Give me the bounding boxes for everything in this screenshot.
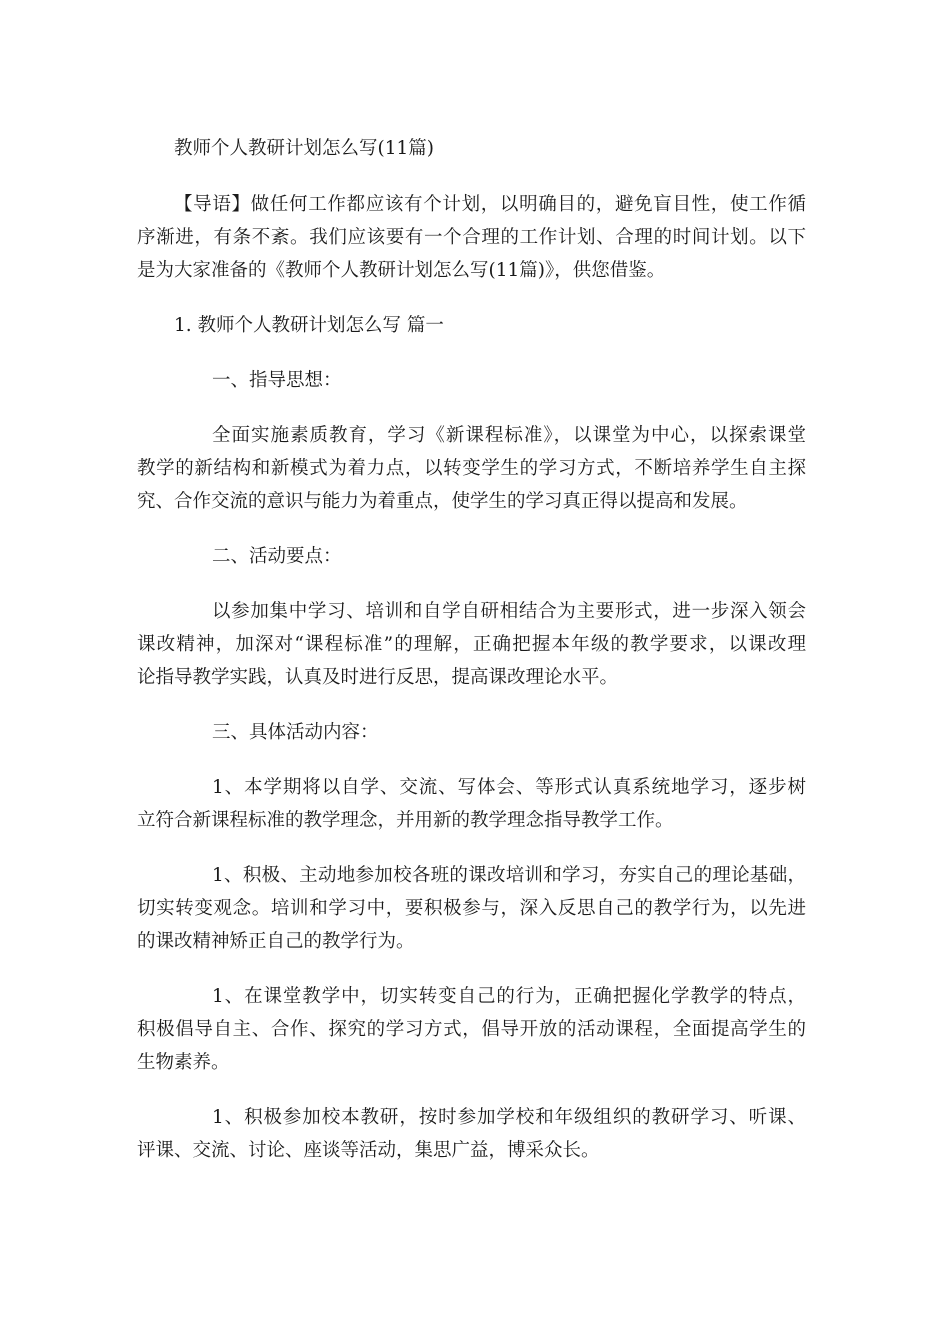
item-4-line-1: 1、积极参加校本教研，按时参加学校和年级组织的教研学习、听课、	[212, 1107, 806, 1128]
item-4-line-2: 评课、交流、讨论、座谈等活动，集思广益，博采众长。	[137, 1140, 600, 1161]
heading-guiding-thought: 一、指导思想：	[212, 370, 342, 391]
item-2-line-1: 1、积极、主动地参加校各班的课改培训和学习，夯实自己的理论基础，	[212, 865, 806, 886]
para-1-line-3: 究、合作交流的意识与能力为着重点，使学生的学习真正得以提高和发展。	[137, 491, 748, 512]
section-heading: 1. 教师个人教研计划怎么写 篇一	[174, 315, 444, 336]
intro-line-3: 是为大家准备的《教师个人教研计划怎么写(11篇)》，供您借鉴。	[137, 260, 666, 281]
item-1-line-2: 立符合新课程标准的教学理念，并用新的教学理念指导教学工作。	[137, 810, 674, 831]
item-3-line-3: 生物素养。	[137, 1052, 230, 1073]
item-1-line-1: 1、本学期将以自学、交流、写体会、等形式认真系统地学习，逐步树	[212, 777, 806, 798]
intro-line-1: 【导语】做任何工作都应该有个计划，以明确目的，避免盲目性，使工作循	[174, 194, 806, 215]
item-2-line-2: 切实转变观念。培训和学习中，要积极参与，深入反思自己的教学行为，以先进	[137, 898, 806, 919]
heading-activity-points: 二、活动要点：	[212, 546, 342, 567]
item-3-line-2: 积极倡导自主、合作、探究的学习方式，倡导开放的活动课程，全面提高学生的	[137, 1019, 806, 1040]
para-1-line-1: 全面实施素质教育，学习《新课程标准》，以课堂为中心，以探索课堂	[212, 425, 806, 446]
para-2-line-1: 以参加集中学习、培训和自学自研相结合为主要形式，进一步深入领会	[212, 601, 806, 622]
para-2-line-3: 论指导教学实践，认真及时进行反思，提高课改理论水平。	[137, 667, 619, 688]
heading-activity-content: 三、具体活动内容：	[212, 722, 379, 743]
item-2-line-3: 的课改精神矫正自己的教学行为。	[137, 931, 415, 952]
document-title: 教师个人教研计划怎么写(11篇)	[174, 138, 434, 159]
para-2-line-2: 课改精神，加深对“课程标准”的理解，正确把握本年级的教学要求，以课改理	[137, 634, 806, 655]
para-1-line-2: 教学的新结构和新模式为着力点，以转变学生的学习方式，不断培养学生自主探	[137, 458, 806, 479]
item-3-line-1: 1、在课堂教学中，切实转变自己的行为，正确把握化学教学的特点，	[212, 986, 806, 1007]
intro-line-2: 序渐进，有条不紊。我们应该要有一个合理的工作计划、合理的时间计划。以下	[137, 227, 806, 248]
